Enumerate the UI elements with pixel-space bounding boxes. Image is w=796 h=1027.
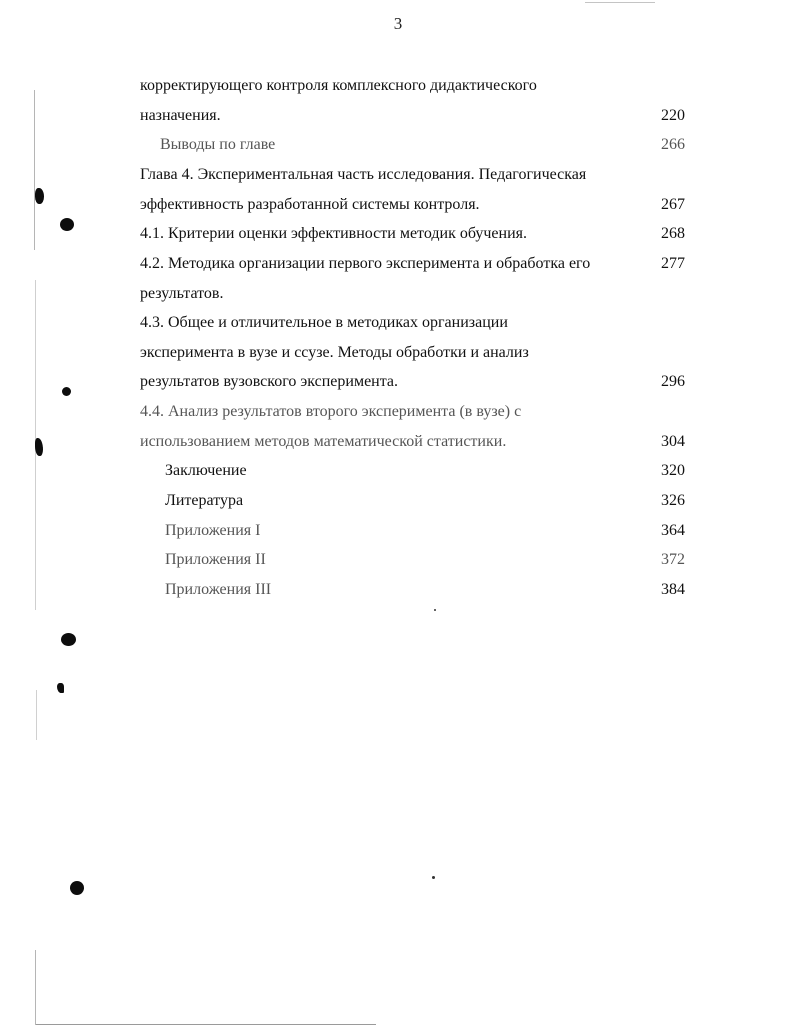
toc-page-number: 320: [661, 462, 685, 479]
toc-entry-text: 4.1. Критерии оценки эффективности методик обучения.: [140, 225, 528, 242]
toc-entry-text: Выводы по главе: [160, 136, 276, 153]
toc-entry-text: результатов вузовского эксперимента.: [140, 373, 399, 390]
speck: [432, 876, 435, 879]
toc-page-number: 277: [661, 255, 685, 272]
toc-page-number: 296: [661, 373, 685, 390]
toc-page-number: 266: [661, 136, 685, 153]
toc-page-number: 267: [661, 196, 685, 213]
toc-page-number: 364: [661, 522, 685, 539]
toc-entry-text: использованием методов математической статистики.: [140, 433, 507, 450]
toc-page-number: 384: [661, 581, 685, 598]
toc-entry-text: Приложения III: [165, 581, 272, 598]
ink-blot: [35, 438, 43, 456]
scan-line: [36, 1024, 376, 1025]
toc-entry-text: 4.3. Общее и отличительное в методиках организации: [140, 314, 508, 331]
toc-entry-text: корректирующего контроля комплексного дидактического: [140, 77, 537, 94]
speck: [434, 609, 436, 611]
scan-line: [36, 690, 37, 740]
toc-page-number: 304: [661, 433, 685, 450]
toc-page-number: 372: [661, 551, 685, 568]
toc-entry-text: результатов.: [140, 285, 224, 302]
ink-blot: [70, 881, 84, 895]
page-number: 3: [393, 14, 403, 33]
ink-blot: [57, 683, 64, 693]
toc-entry-text: Заключение: [165, 462, 247, 479]
ink-blot: [35, 188, 44, 204]
toc-entry-text: эксперимента в вузе и ссузе. Методы обработки и анализ: [140, 344, 529, 361]
scan-line: [34, 90, 35, 250]
toc-page-number: 220: [661, 107, 685, 124]
toc-entry-text: Приложения II: [165, 551, 266, 568]
toc-page-number: 326: [661, 492, 685, 509]
toc-entry-text: Глава 4. Экспериментальная часть исследования. Педагогическая: [140, 166, 587, 183]
ink-blot: [61, 633, 76, 646]
ink-blot: [62, 387, 71, 396]
scan-line: [585, 2, 655, 3]
toc-entry-text: 4.2. Методика организации первого эксперимента и обработка его: [140, 255, 591, 272]
ink-blot: [60, 218, 74, 231]
toc-entry-text: назначения.: [140, 107, 221, 124]
toc-entry-text: эффективность разработанной системы контроля.: [140, 196, 480, 213]
toc-entry-text: 4.4. Анализ результатов второго эксперимента (в вузе) с: [140, 403, 522, 420]
toc-entry-text: Литература: [165, 492, 244, 509]
toc-page-number: 268: [661, 225, 685, 242]
toc-entry-text: Приложения I: [165, 522, 261, 539]
scan-line: [35, 950, 36, 1025]
